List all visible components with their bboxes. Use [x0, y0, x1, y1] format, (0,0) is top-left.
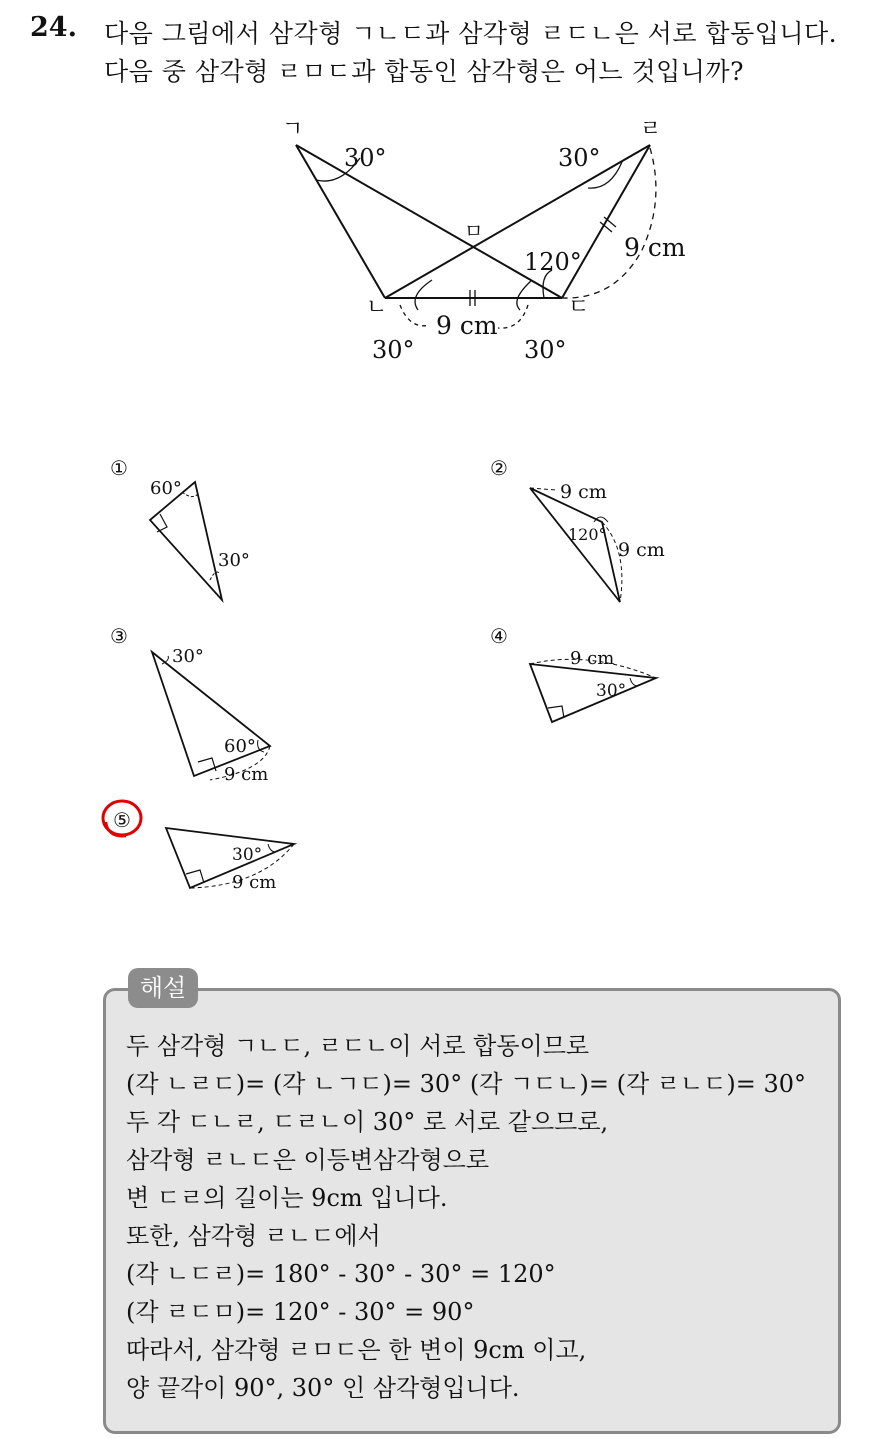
option-1-angle-60: 60° — [150, 478, 182, 499]
option-1-angle-30: 30° — [218, 550, 250, 571]
explanation-tag: 해설 — [128, 968, 198, 1008]
angle-label-g: 30° — [344, 144, 387, 172]
option-2-angle-120: 120° — [568, 525, 607, 544]
option-5-marker[interactable]: ⑤ — [113, 808, 131, 832]
option-5-angle-30: 30° — [232, 845, 263, 865]
explanation-line-2: (각 ㄴㄹㄷ)= (각 ㄴㄱㄷ)= 30° (각 ㄱㄷㄴ)= (각 ㄹㄴㄷ)= 30° — [126, 1070, 807, 1098]
vertex-label-n: ㄴ — [366, 295, 388, 320]
option-3-marker[interactable]: ③ — [110, 624, 128, 648]
option-3-figure[interactable] — [140, 640, 290, 790]
explanation-line-6: 또한, 삼각형 ㄹㄴㄷ에서 — [126, 1222, 381, 1250]
option-2-figure[interactable] — [520, 470, 690, 610]
vertex-label-m: ㅁ — [464, 219, 484, 243]
explanation-line-5: 변 ㄷㄹ의 길이는 9cm 입니다. — [126, 1184, 448, 1212]
explanation-line-7: (각 ㄴㄷㄹ)= 180° - 30° - 30° = 120° — [126, 1260, 556, 1288]
angle-label-d: 120° — [524, 248, 582, 276]
side-gd — [296, 145, 562, 298]
question-text-line1: 다음 그림에서 삼각형 ㄱㄴㄷ과 삼각형 ㄹㄷㄴ은 서로 합동입니다. — [104, 19, 838, 48]
angle-label-r: 30° — [558, 144, 601, 172]
option-3-angle-30: 30° — [172, 646, 204, 667]
vertex-label-g: ㄱ — [282, 117, 304, 142]
main-figure — [270, 100, 700, 370]
option-1-marker[interactable]: ① — [110, 456, 128, 480]
option-1-figure[interactable] — [140, 470, 270, 610]
option-5-length: 9 cm — [232, 872, 277, 893]
angle-label-d-bottom: 30° — [524, 336, 567, 364]
explanation-line-9: 따라서, 삼각형 ㄹㅁㄷ은 한 변이 9cm 이고, — [126, 1336, 587, 1364]
length-label-nd: 9 cm — [436, 311, 498, 340]
option-4-marker[interactable]: ④ — [490, 624, 508, 648]
explanation-line-10: 양 끝각이 90°, 30° 인 삼각형입니다. — [126, 1374, 520, 1402]
option-2-marker[interactable]: ② — [490, 456, 508, 480]
option-3-angle-60: 60° — [224, 736, 256, 757]
question-text-line2: 다음 중 삼각형 ㄹㅁㄷ과 합동인 삼각형은 어느 것입니까? — [104, 57, 744, 86]
option-2-length-right: 9 cm — [618, 539, 665, 561]
explanation-line-8: (각 ㄹㄷㅁ)= 120° - 30° = 90° — [126, 1298, 475, 1326]
option-3-length: 9 cm — [224, 764, 269, 785]
option-2-length-top: 9 cm — [560, 481, 607, 503]
option-5-figure[interactable] — [160, 820, 310, 900]
option-4-angle-30: 30° — [596, 681, 627, 701]
question-number: 24. — [30, 12, 77, 43]
option-4-figure[interactable] — [520, 640, 680, 730]
length-label-rd: 9 cm — [624, 233, 686, 262]
explanation-line-3: 두 각 ㄷㄴㄹ, ㄷㄹㄴ이 30° 로 서로 같으므로, — [126, 1108, 609, 1136]
angle-label-n-bottom: 30° — [372, 336, 415, 364]
explanation-line-1: 두 삼각형 ㄱㄴㄷ, ㄹㄷㄴ이 서로 합동이므로 — [126, 1032, 590, 1060]
explanation-line-4: 삼각형 ㄹㄴㄷ은 이등변삼각형으로 — [126, 1146, 490, 1174]
vertex-label-d: ㄷ — [568, 295, 590, 320]
vertex-label-r: ㄹ — [640, 117, 662, 142]
option-4-length: 9 cm — [570, 648, 615, 669]
